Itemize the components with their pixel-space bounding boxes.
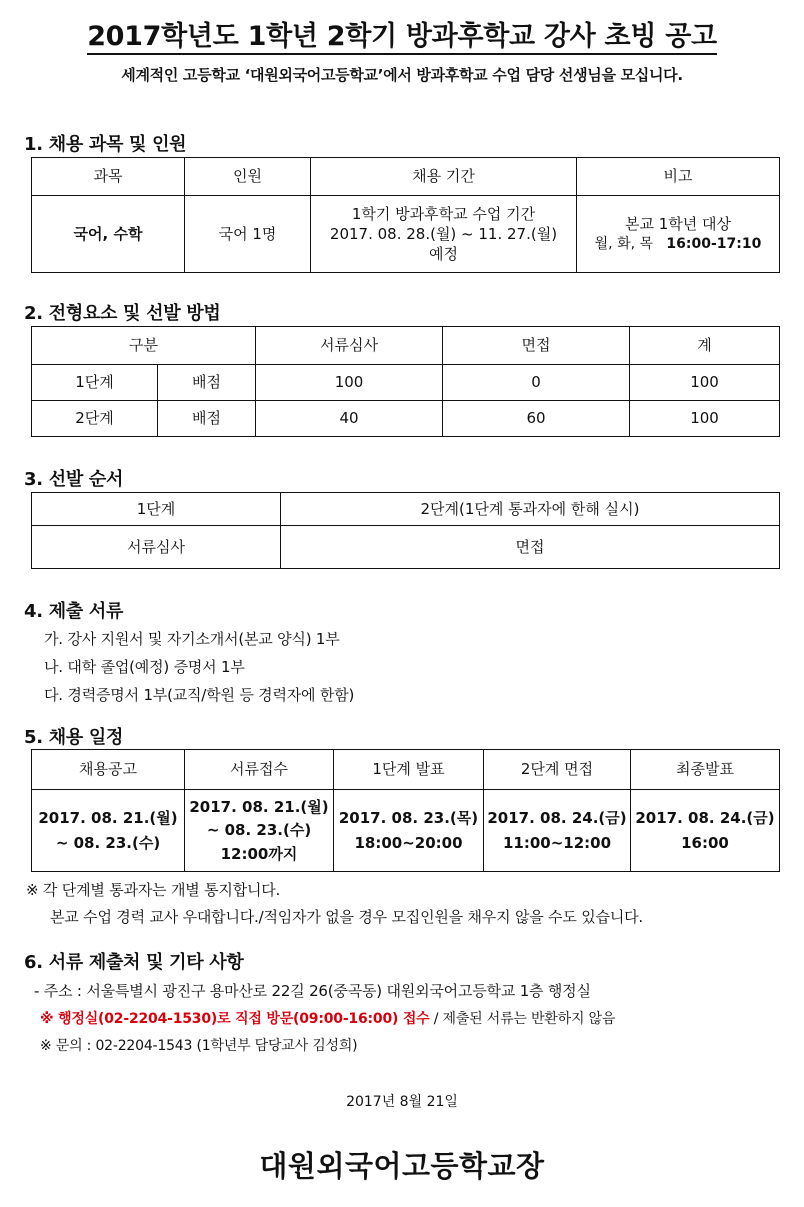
total-score-cell: 100: [630, 365, 780, 401]
header-subject: 과목: [32, 158, 185, 196]
final-line-2: 16:00: [681, 833, 729, 852]
section-3-heading: 3. 선발 순서: [24, 469, 124, 490]
receipt-line-1: 2017. 08. 21.(월): [189, 798, 329, 817]
remark-time: 16:00-17:10: [666, 235, 762, 252]
section-6-heading: 6. 서류 제출처 및 기타 사항: [24, 952, 244, 973]
header-final-result: 최종발표: [631, 750, 780, 790]
total-score-cell: 100: [630, 401, 780, 437]
receipt-line-3: 12:00까지: [220, 844, 298, 863]
list-item: 가. 강사 지원서 및 자기소개서(본교 양식) 1부: [44, 630, 340, 648]
list-item: 나. 대학 졸업(예정) 증명서 1부: [44, 658, 245, 676]
list-item: 다. 경력증명서 1부(교직/학원 등 경력자에 한함): [44, 686, 355, 704]
table-row: [32, 401, 780, 437]
final-line-1: 2017. 08. 24.(금): [635, 809, 775, 828]
table-row: [32, 365, 780, 401]
item-cell: 배점: [158, 365, 256, 401]
period-line-1: 1학기 방과후학교 수업 기간: [351, 204, 536, 223]
final-result-date: [631, 790, 780, 872]
header-doc-review: 서류심사: [256, 327, 443, 365]
period-value: [311, 196, 577, 273]
header-interview: 면접: [443, 327, 630, 365]
header-period: 채용 기간: [311, 158, 577, 196]
interview-score-cell: 0: [443, 365, 630, 401]
header-division: 구분: [32, 327, 256, 365]
stage2-line-2: 11:00~12:00: [502, 833, 612, 852]
header-stage-2: 2단계(1단계 통과자에 한해 실시): [281, 493, 780, 526]
announce-line-2: ~ 08. 23.(수): [55, 833, 161, 852]
header-receipt: 서류접수: [185, 750, 334, 790]
header-stage1-result: 1단계 발표: [334, 750, 484, 790]
stage1-result-date: [334, 790, 484, 872]
stage-1-value: 서류심사: [32, 526, 281, 569]
order-table: [31, 492, 780, 569]
section-1-heading: 1. 채용 과목 및 인원: [24, 134, 187, 155]
section-2-heading: 2. 전형요소 및 선발 방법: [24, 303, 221, 324]
period-line-2: 2017. 08. 28.(월) ~ 11. 27.(월): [329, 224, 558, 243]
header-stage-1: 1단계: [32, 493, 281, 526]
count-value: 국어 1명: [185, 196, 311, 273]
remark-line-1: 본교 1학년 대상: [624, 215, 732, 234]
visit-rest: / 제출된 서류는 반환하지 않음: [429, 1011, 616, 1027]
receipt-line-2: ~ 08. 23.(수): [206, 821, 312, 840]
stage2-interview-date: [484, 790, 631, 872]
schedule-table: [31, 749, 780, 872]
visit-line: [40, 1008, 615, 1028]
subjects-table: [31, 157, 780, 273]
header-count: 인원: [185, 158, 311, 196]
header-announce: 채용공고: [32, 750, 185, 790]
stage1-line-2: 18:00~20:00: [354, 833, 463, 852]
section-5-heading: 5. 채용 일정: [24, 727, 124, 748]
doc-score-cell: 40: [256, 401, 443, 437]
remark-value: [577, 196, 780, 273]
stage-2-value: 면접: [281, 526, 780, 569]
receipt-period: [185, 790, 334, 872]
signature: 대원외국어고등학교장: [259, 1149, 545, 1183]
stage-cell: 1단계: [32, 365, 158, 401]
stage1-line-1: 2017. 08. 23.(목): [338, 809, 479, 828]
remark-days: 월, 화, 목: [594, 235, 654, 252]
stage2-line-1: 2017. 08. 24.(금): [487, 809, 627, 828]
doc-score-cell: 100: [256, 365, 443, 401]
header-total: 계: [630, 327, 780, 365]
address-line: - 주소 : 서울특별시 광진구 용마산로 22길 26(중곡동) 대원외국어고등학교 1층 행정실: [34, 982, 591, 1000]
notice-title: 2017학년도 1학년 2학기 방과후학교 강사 초빙 공고: [0, 14, 804, 53]
header-stage2-interview: 2단계 면접: [484, 750, 631, 790]
inquiry-line: ※ 문의 : 02-2204-1543 (1학년부 담당교사 김성희): [40, 1038, 358, 1054]
header-remark: 비고: [577, 158, 780, 196]
subject-value: 국어, 수학: [32, 196, 185, 273]
schedule-note-1: ※ 각 단계별 통과자는 개별 통지합니다.: [26, 881, 281, 899]
notice-subtitle: 세계적인 고등학교 ‘대원외국어고등학교’에서 방과후학교 수업 담당 선생님을 모십니다.: [121, 66, 683, 84]
announce-line-1: 2017. 08. 21.(월): [38, 809, 178, 828]
section-4-heading: 4. 제출 서류: [24, 601, 124, 622]
stage-cell: 2단계: [32, 401, 158, 437]
schedule-note-2: 본교 수업 경력 교사 우대합니다./적임자가 없을 경우 모집인원을 채우지 않을 수도 있습니다.: [50, 908, 643, 926]
remark-line-2: [577, 235, 779, 254]
notice-date: 2017년 8월 21일: [346, 1094, 458, 1110]
item-cell: 배점: [158, 401, 256, 437]
announce-period: [32, 790, 185, 872]
visit-emphasis: ※ 행정실(02-2204-1530)로 직접 방문(09:00-16:00) 접수: [40, 1011, 430, 1027]
selection-table: [31, 326, 780, 437]
interview-score-cell: 60: [443, 401, 630, 437]
period-line-3: 예정: [429, 245, 458, 264]
